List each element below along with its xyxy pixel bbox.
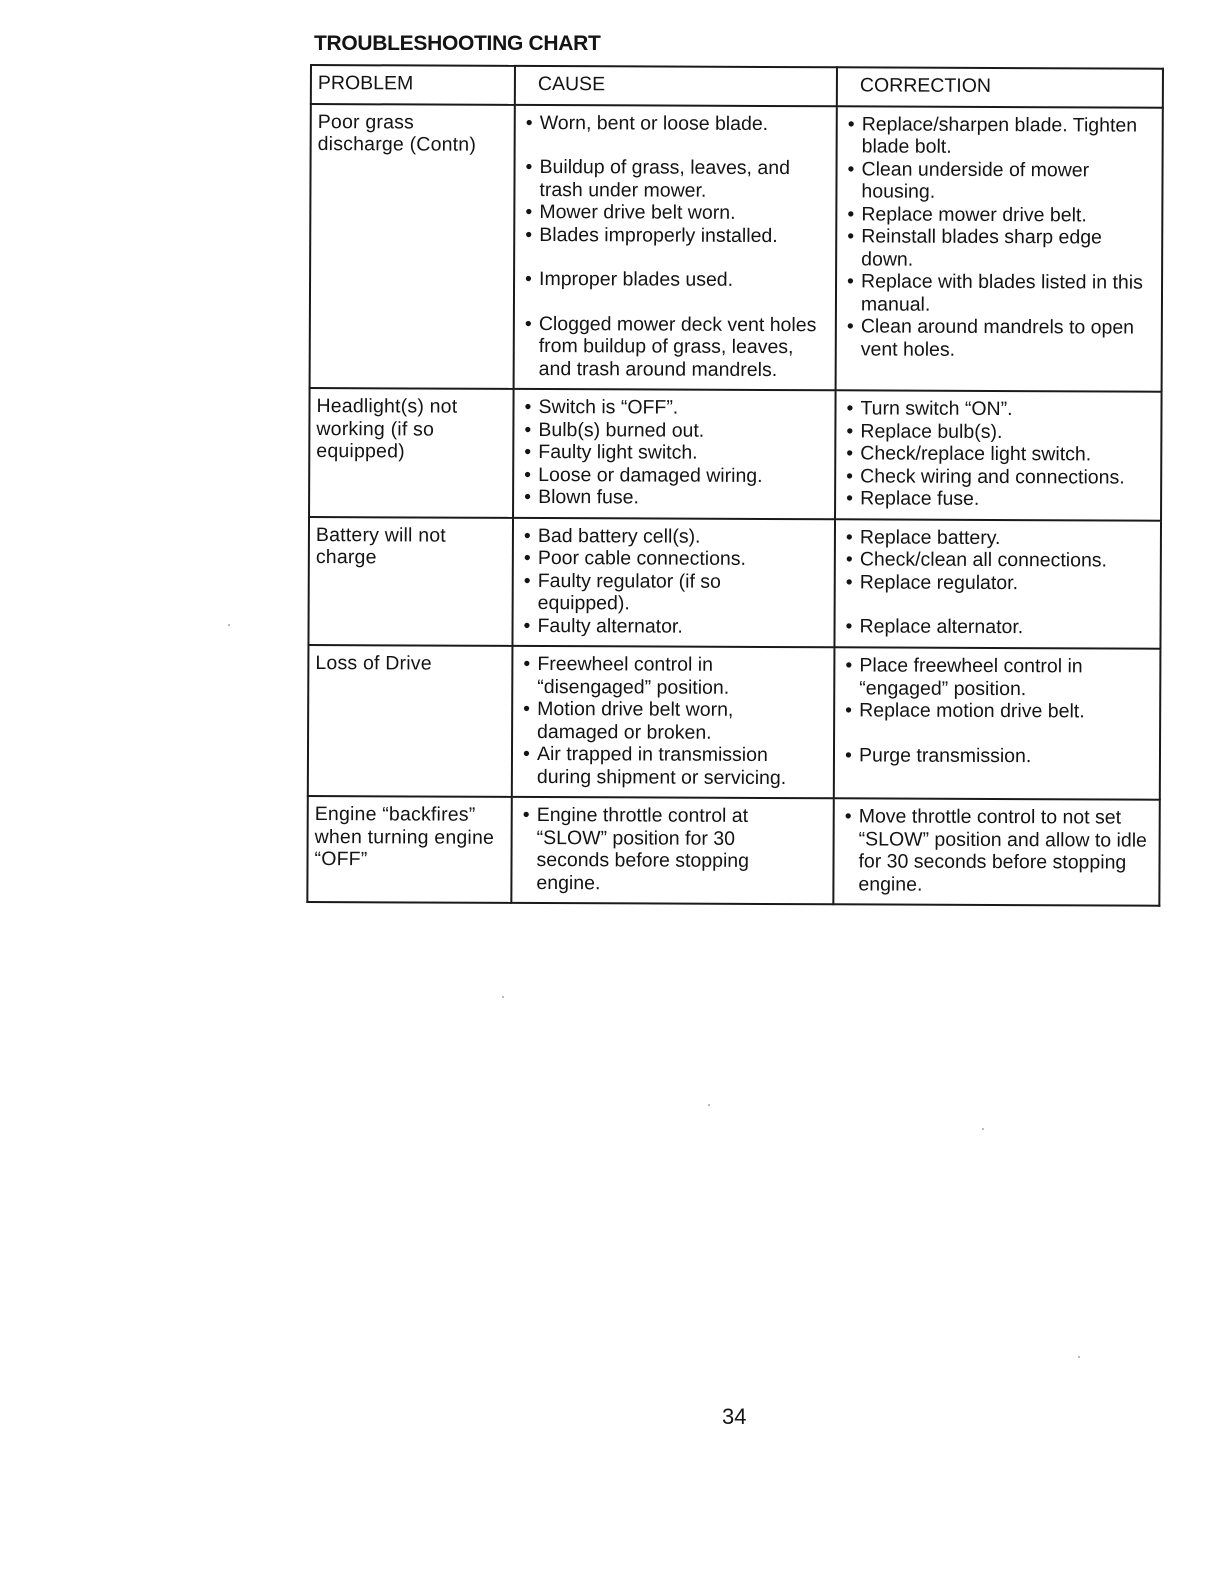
header-cause: CAUSE bbox=[515, 66, 837, 106]
correction-item: • Replace regulator. bbox=[842, 571, 1154, 595]
cause-item: • Faulty alternator. bbox=[520, 614, 828, 638]
cause-item: • Bad battery cell(s). bbox=[520, 524, 828, 548]
table-row bbox=[307, 796, 1159, 906]
cause-item: • Poor cable connections. bbox=[520, 547, 828, 571]
cause-item: • Loose or damaged wiring. bbox=[520, 463, 828, 487]
correction-item: • Replace/sharpen blade. Tighten blade bolt. bbox=[844, 113, 1156, 159]
chart-title: TROUBLESHOOTING CHART bbox=[314, 32, 601, 55]
cause-item: • Freewheel control in “disengaged” position. bbox=[519, 653, 827, 699]
cause-item: • Buildup of grass, leaves, and trash under mower. bbox=[521, 156, 829, 202]
correction-item: • Replace alternator. bbox=[842, 615, 1154, 639]
problem-cell: Poor grass discharge (Contn) bbox=[310, 104, 515, 389]
problem-cell: Headlight(s) not working (if so equipped) bbox=[309, 388, 514, 517]
header-problem: PROBLEM bbox=[311, 65, 515, 104]
correction-item: • Check/replace light switch. bbox=[842, 442, 1154, 466]
correction-item: • Clean around mandrels to open vent holes. bbox=[843, 315, 1155, 361]
correction-cell bbox=[833, 798, 1159, 905]
correction-item: • Replace with blades listed in this manual. bbox=[843, 270, 1155, 316]
correction-item: • Replace battery. bbox=[842, 526, 1154, 550]
correction-item: • Replace motion drive belt. bbox=[841, 699, 1153, 723]
cause-item: • Faulty light switch. bbox=[520, 441, 828, 465]
problem-cell: Engine “backfires” when turning engine “OFF” bbox=[307, 796, 511, 903]
correction-item: • Replace bulb(s). bbox=[842, 420, 1154, 444]
table-header-row bbox=[311, 65, 1163, 107]
correction-cell bbox=[835, 390, 1162, 520]
correction-item: • Place freewheel control in “engaged” position. bbox=[841, 654, 1153, 700]
cause-item: • Air trapped in transmission during shipment or servicing. bbox=[519, 743, 827, 789]
correction-item: • Check/clean all connections. bbox=[842, 548, 1154, 572]
correction-cell bbox=[834, 519, 1161, 649]
troubleshooting-table bbox=[306, 64, 1164, 907]
table-row bbox=[308, 645, 1161, 800]
correction-item: • Replace fuse. bbox=[842, 487, 1154, 511]
correction-item: • Replace mower drive belt. bbox=[843, 203, 1155, 227]
cause-item: • Mower drive belt worn. bbox=[521, 201, 829, 225]
correction-cell bbox=[836, 106, 1163, 392]
cause-cell bbox=[513, 389, 836, 519]
cause-item: • Engine throttle control at “SLOW” position for 30 seconds before stopping engine. bbox=[518, 804, 826, 895]
cause-cell bbox=[512, 646, 835, 798]
scan-speck bbox=[708, 1104, 710, 1106]
correction-cell bbox=[834, 647, 1161, 799]
cause-cell bbox=[512, 517, 835, 647]
table-row bbox=[308, 517, 1161, 649]
correction-item: • Move throttle control to not set “SLOW” position and allow to idle for 30 seconds before stopping engine. bbox=[840, 805, 1152, 896]
cause-item: • Blades improperly installed. bbox=[521, 223, 829, 247]
cause-item: • Motion drive belt worn, damaged or broken. bbox=[519, 698, 827, 744]
problem-cell: Battery will not charge bbox=[308, 517, 513, 646]
cause-cell bbox=[514, 104, 837, 390]
cause-item: • Bulb(s) burned out. bbox=[520, 418, 828, 442]
scan-speck bbox=[982, 1128, 984, 1130]
scan-speck bbox=[228, 624, 230, 626]
table-row bbox=[309, 388, 1162, 520]
correction-item: • Reinstall blades sharp edge down. bbox=[843, 225, 1155, 271]
correction-item: • Turn switch “ON”. bbox=[842, 397, 1154, 421]
scan-speck bbox=[1078, 1356, 1080, 1358]
cause-item: • Clogged mower deck vent holes from buildup of grass, leaves, and trash around mandrels. bbox=[521, 312, 829, 381]
page-number: 34 bbox=[722, 1404, 747, 1429]
table-row bbox=[310, 104, 1163, 392]
header-correction: CORRECTION bbox=[837, 67, 1163, 107]
correction-item: • Clean underside of mower housing. bbox=[843, 158, 1155, 204]
cause-item: • Faulty regulator (if so equipped). bbox=[520, 569, 828, 615]
cause-cell bbox=[511, 797, 833, 904]
correction-item: • Check wiring and connections. bbox=[842, 465, 1154, 489]
cause-item: • Worn, bent or loose blade. bbox=[522, 111, 830, 135]
cause-item: • Switch is “OFF”. bbox=[520, 396, 828, 420]
cause-item: • Improper blades used. bbox=[521, 268, 829, 292]
problem-cell: Loss of Drive bbox=[308, 645, 513, 797]
cause-item: • Blown fuse. bbox=[520, 486, 828, 510]
correction-item: • Purge transmission. bbox=[841, 744, 1153, 768]
scan-speck bbox=[502, 996, 504, 998]
